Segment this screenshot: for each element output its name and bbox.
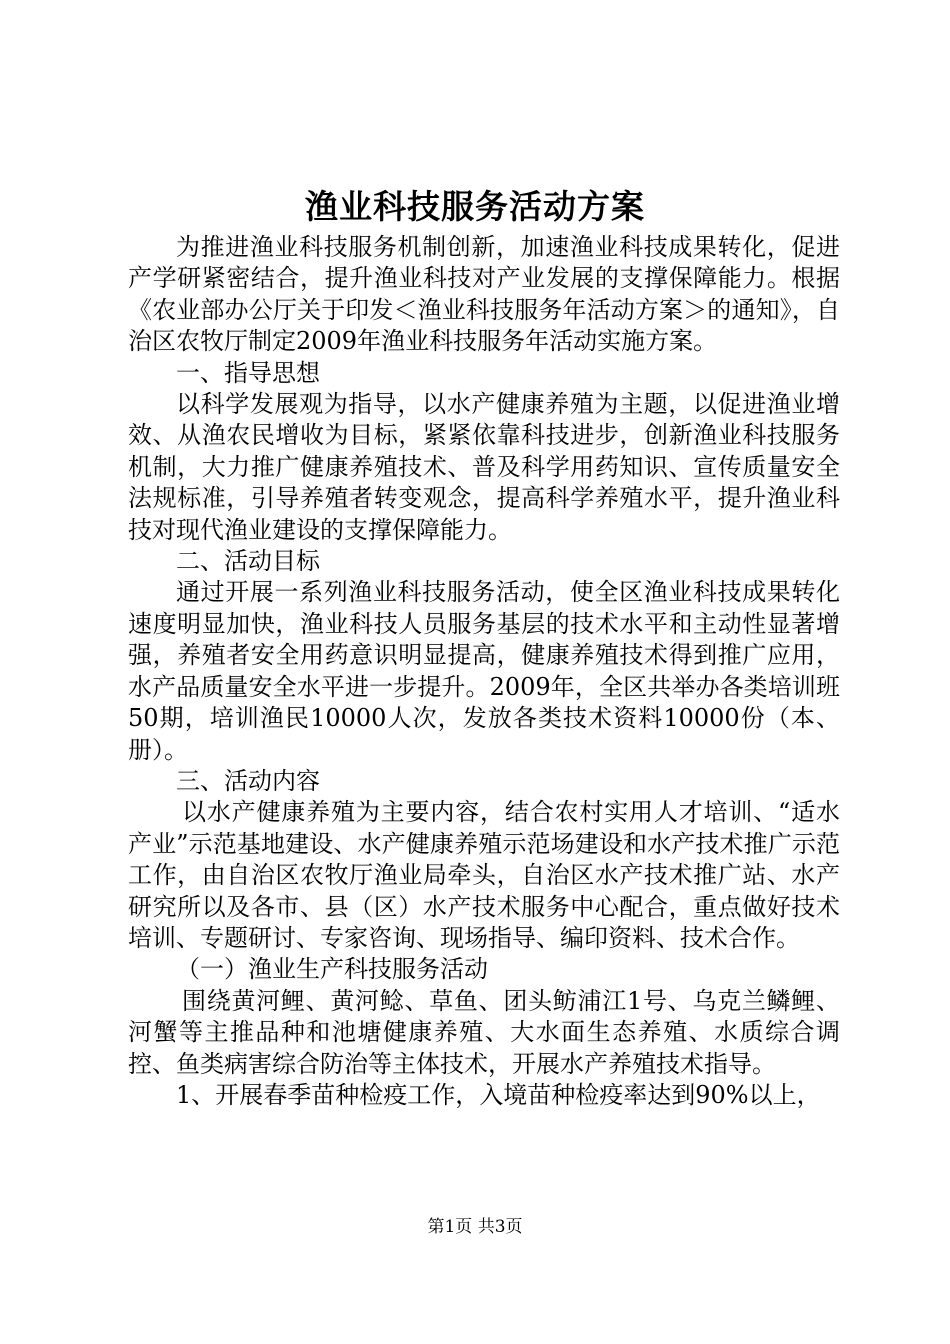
section-heading-guiding-thought: 一、指导思想 (176, 358, 320, 387)
page-total: 共3页 (477, 1217, 523, 1237)
page-number: 第1页 (427, 1217, 473, 1237)
subsection-heading-fishery-production: （一）渔业生产科技服务活动 (176, 955, 488, 984)
item-1-paragraph: 1、开展春季苗种检疫工作，入境苗种检疫率达到90%以上， (176, 1080, 821, 1109)
section-heading-activity-content: 三、活动内容 (176, 766, 320, 795)
document-body (128, 232, 840, 1111)
section-heading-activity-goals: 二、活动目标 (176, 547, 320, 576)
activity-content-paragraph: 以水产健康养殖为主要内容，结合农村实用人才培训、“适水产业”示范基地建设、水产健康养殖示范场建设和水产技术推广示范工作，由自治区农牧厅渔业局牵头，自治区水产技术推广站、水产研究所以及各市、县（区）水产技术服务中心配合，重点做好技术培训、专题研讨、专家咨询、现场指导、编印资料、技术合作。 (128, 798, 840, 952)
activity-goals-paragraph: 通过开展一系列渔业科技服务活动，使全区渔业科技成果转化速度明显加快，渔业科技人员服务基层的技术水平和主动性显著增强，养殖者安全用药意识明显提高，健康养殖技术得到推广应用，水产品质量安全水平进一步提升。2009年，全区共举办各类培训班50期，培训渔民10000人次，发放各类技术资料10000份（本、册）。 (128, 578, 840, 764)
page-footer (0, 1215, 950, 1239)
fishery-production-paragraph: 围绕黄河鲤、黄河鲶、草鱼、团头鲂浦江1号、乌克兰鳞鲤、河蟹等主推品种和池塘健康养殖、大水面生态养殖、水质综合调控、鱼类病害综合防治等主体技术，开展水产养殖技术指导。 (128, 986, 840, 1078)
intro-paragraph: 为推进渔业科技服务机制创新，加速渔业科技成果转化，促进产学研紧密结合，提升渔业科技对产业发展的支撑保障能力。根据《农业部办公厅关于印发＜渔业科技服务年活动方案＞的通知》，自治区农牧厅制定2009年渔业科技服务年活动实施方案。 (128, 233, 840, 356)
guiding-thought-paragraph: 以科学发展观为指导，以水产健康养殖为主题，以促进渔业增效、从渔农民增收为目标，紧紧依靠科技进步，创新渔业科技服务机制，大力推广健康养殖技术、普及科学用药知识、宣传质量安全法规标准，引导养殖者转变观念，提高科学养殖水平，提升渔业科技对现代渔业建设的支撑保障能力。 (128, 390, 840, 544)
document-title: 渔业科技服务活动方案 (305, 187, 645, 226)
